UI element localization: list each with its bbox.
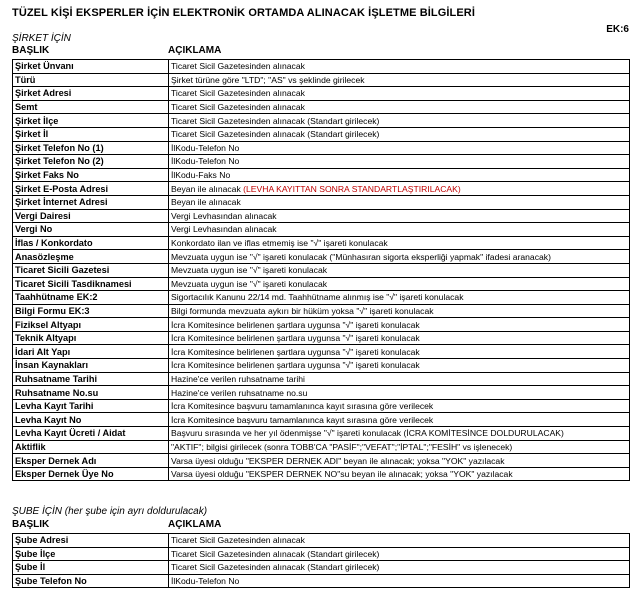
description-text: İcra Komitesince belirlenen şartlara uygunsa "√" işareti konulacak	[171, 346, 420, 357]
row-label: Vergi No	[13, 223, 169, 237]
table-row	[13, 263, 630, 277]
row-description	[169, 304, 630, 318]
row-description	[169, 141, 630, 155]
branch-header-description: AÇIKLAMA	[168, 519, 222, 530]
table-row	[13, 277, 630, 291]
table-row	[13, 318, 630, 332]
description-text: İcra Komitesince belirlenen şartlara uygunsa "√" işareti konulacak	[171, 360, 420, 371]
row-label: Aktiflik	[13, 440, 169, 454]
description-text: Mevzuata uygun ise "√" işareti konulacak	[171, 278, 328, 289]
row-description	[169, 223, 630, 237]
branch-info-table	[12, 533, 630, 588]
description-text: Ticaret Sicil Gazetesinden alınacak (Standart girilecek)	[171, 115, 380, 126]
description-text: Şirket türüne göre "LTD"; "AS" vs şeklinde girilecek	[171, 74, 365, 85]
table-row	[13, 359, 630, 373]
row-description	[169, 413, 630, 427]
description-text: Sigortacılık Kanunu 22/14 md. Taahhütname alınmış ise "√" işareti konulacak	[171, 292, 464, 303]
table-row	[13, 561, 630, 575]
table-row	[13, 87, 630, 101]
row-label: Levha Kayıt Tarihi	[13, 399, 169, 413]
table-row	[13, 399, 630, 413]
row-label: Şirket Telefon No (2)	[13, 155, 169, 169]
description-text: Mevzuata uygun ise "√" işareti konulacak	[171, 265, 328, 276]
row-label: İnsan Kaynakları	[13, 359, 169, 373]
row-description	[169, 331, 630, 345]
table-row	[13, 454, 630, 468]
table-row	[13, 100, 630, 114]
description-text: Vergi Levhasından alınacak	[171, 224, 277, 235]
row-description	[169, 534, 630, 548]
document-title: TÜZEL KİŞİ EKSPERLER İÇİN ELEKTRONİK ORTAMDA ALINACAK İŞLETME BİLGİLERİ	[12, 7, 475, 19]
description-text: Vergi Levhasından alınacak	[171, 210, 277, 221]
description-text: İlKodu-Faks No	[171, 170, 231, 181]
description-text: Ticaret Sicil Gazetesinden alınacak (Standart girilecek)	[171, 129, 380, 140]
description-text: İcra Komitesince belirlenen şartlara uygunsa "√" işareti konulacak	[171, 333, 420, 344]
row-description	[169, 372, 630, 386]
row-label: Şirket Adresi	[13, 87, 169, 101]
row-label: Teknik Altyapı	[13, 331, 169, 345]
row-description	[169, 399, 630, 413]
table-row	[13, 114, 630, 128]
row-description	[169, 574, 630, 588]
table-row	[13, 141, 630, 155]
company-header-label: BAŞLIK	[12, 45, 50, 56]
row-description	[169, 250, 630, 264]
description-text: İcra Komitesince başvuru tamamlanınca kayıt sırasına göre verilecek	[171, 414, 434, 425]
row-label: Ruhsatname No.su	[13, 386, 169, 400]
row-description	[169, 386, 630, 400]
row-description	[169, 467, 630, 481]
row-description	[169, 440, 630, 454]
row-description	[169, 87, 630, 101]
row-description	[169, 168, 630, 182]
table-row	[13, 345, 630, 359]
description-text: İlKodu-Telefon No	[171, 576, 240, 587]
table-row	[13, 534, 630, 548]
table-row	[13, 467, 630, 481]
description-text: İlKodu-Telefon No	[171, 142, 240, 153]
table-row	[13, 223, 630, 237]
row-description	[169, 291, 630, 305]
row-label: Ticaret Sicili Tasdiknamesi	[13, 277, 169, 291]
description-text: Başvuru sırasında ve her yıl ödenmişse "√" işareti konulacak (İCRA KOMİTESİNCE DOLDURULACAK)	[171, 428, 564, 439]
row-label: Vergi Dairesi	[13, 209, 169, 223]
table-row	[13, 60, 630, 74]
row-label: Fiziksel Altyapı	[13, 318, 169, 332]
row-description	[169, 277, 630, 291]
row-label: Şirket İnternet Adresi	[13, 195, 169, 209]
row-label: Eksper Dernek Adı	[13, 454, 169, 468]
row-description	[169, 263, 630, 277]
table-row	[13, 372, 630, 386]
row-label: Şirket Faks No	[13, 168, 169, 182]
row-label: İflas / Konkordato	[13, 236, 169, 250]
row-label: Levha Kayıt No	[13, 413, 169, 427]
branch-header-label: BAŞLIK	[12, 519, 50, 530]
company-info-table	[12, 59, 630, 481]
appendix-label: EK:6	[606, 24, 629, 35]
description-text: Ticaret Sicil Gazetesinden alınacak	[171, 61, 305, 72]
description-text: Beyan ile alınacak	[171, 183, 244, 194]
row-label: Ruhsatname Tarihi	[13, 372, 169, 386]
description-text: Ticaret Sicil Gazetesinden alınacak	[171, 88, 305, 99]
description-text: Beyan ile alınacak	[171, 197, 241, 208]
description-text: Bilgi formunda mevzuata aykırı bir hüküm yoksa "√" işareti konulacak	[171, 305, 434, 316]
description-text: Ticaret Sicil Gazetesinden alınacak	[171, 535, 305, 546]
row-description	[169, 561, 630, 575]
description-text: Varsa üyesi olduğu "EKSPER DERNEK NO"su beyan ile alınacak; yoksa "YOK" yazılacak	[171, 469, 513, 480]
row-description	[169, 155, 630, 169]
row-description	[169, 236, 630, 250]
row-label: Semt	[13, 100, 169, 114]
description-text: Varsa üyesi olduğu "EKSPER DERNEK ADI" beyan ile alınacak; yoksa "YOK" yazılacak	[171, 455, 505, 466]
row-label: Eksper Dernek Üye No	[13, 467, 169, 481]
row-description	[169, 359, 630, 373]
row-description	[169, 454, 630, 468]
row-label: Levha Kayıt Ücreti / Aidat	[13, 427, 169, 441]
row-label: Şube Adresi	[13, 534, 169, 548]
company-section-title: ŞİRKET İÇİN	[12, 33, 71, 44]
description-text: "AKTIF"; bilgisi girilecek (sonra TOBB'CA "PASİF";"VEFAT";"İPTAL";"FESİH" vs işlenecek)	[171, 441, 513, 452]
description-text: İcra Komitesince belirlenen şartlara uygunsa "√" işareti konulacak	[171, 319, 420, 330]
row-description	[169, 73, 630, 87]
row-label: Şube İl	[13, 561, 169, 575]
row-label: Şube İlçe	[13, 547, 169, 561]
table-row	[13, 250, 630, 264]
row-label: Şirket İlçe	[13, 114, 169, 128]
table-row	[13, 440, 630, 454]
table-row	[13, 574, 630, 588]
description-text: İlKodu-Telefon No	[171, 156, 240, 167]
table-row	[13, 127, 630, 141]
description-text: Hazine'ce verilen ruhsatname tarihi	[171, 373, 305, 384]
row-description	[169, 547, 630, 561]
table-row	[13, 236, 630, 250]
branch-section-title: ŞUBE İÇİN (her şube için ayrı doldurulacak)	[12, 506, 208, 517]
row-label: Taahhütname EK:2	[13, 291, 169, 305]
company-header-description: AÇIKLAMA	[168, 45, 222, 56]
row-description	[169, 182, 630, 196]
description-note: (LEVHA KAYITTAN SONRA STANDARTLAŞTIRILACAK)	[243, 183, 461, 194]
table-row	[13, 291, 630, 305]
table-row	[13, 209, 630, 223]
row-label: Türü	[13, 73, 169, 87]
row-description	[169, 318, 630, 332]
row-label: Şube Telefon No	[13, 574, 169, 588]
description-text: Mevzuata uygun ise "√" işareti konulacak ("Münhasıran sigorta eksperliği yapmak" ifadesi aranacak)	[171, 251, 551, 262]
row-label: Şirket E-Posta Adresi	[13, 182, 169, 196]
row-description	[169, 195, 630, 209]
table-row	[13, 413, 630, 427]
row-description	[169, 60, 630, 74]
description-text: İcra Komitesince başvuru tamamlanınca kayıt sırasına göre verilecek	[171, 401, 434, 412]
table-row	[13, 547, 630, 561]
description-text: Ticaret Sicil Gazetesinden alınacak (Standart girilecek)	[171, 562, 380, 573]
row-description	[169, 127, 630, 141]
table-row	[13, 182, 630, 196]
description-text: Konkordato ilan ve iflas etmemiş ise "√" işareti konulacak	[171, 238, 388, 249]
table-row	[13, 168, 630, 182]
description-text: Hazine'ce verilen ruhsatname no.su	[171, 387, 308, 398]
row-label: Ticaret Sicili Gazetesi	[13, 263, 169, 277]
row-description	[169, 100, 630, 114]
row-description	[169, 427, 630, 441]
row-description	[169, 114, 630, 128]
row-label: Anasözleşme	[13, 250, 169, 264]
row-label: İdari Alt Yapı	[13, 345, 169, 359]
description-text: Ticaret Sicil Gazetesinden alınacak (Standart girilecek)	[171, 548, 380, 559]
table-row	[13, 195, 630, 209]
row-description	[169, 209, 630, 223]
table-row	[13, 155, 630, 169]
table-row	[13, 427, 630, 441]
table-row	[13, 73, 630, 87]
table-row	[13, 331, 630, 345]
table-row	[13, 386, 630, 400]
row-label: Bilgi Formu EK:3	[13, 304, 169, 318]
row-label: Şirket Ünvanı	[13, 60, 169, 74]
row-label: Şirket İl	[13, 127, 169, 141]
row-description	[169, 345, 630, 359]
description-text: Ticaret Sicil Gazetesinden alınacak	[171, 102, 305, 113]
row-label: Şirket Telefon No (1)	[13, 141, 169, 155]
table-row	[13, 304, 630, 318]
